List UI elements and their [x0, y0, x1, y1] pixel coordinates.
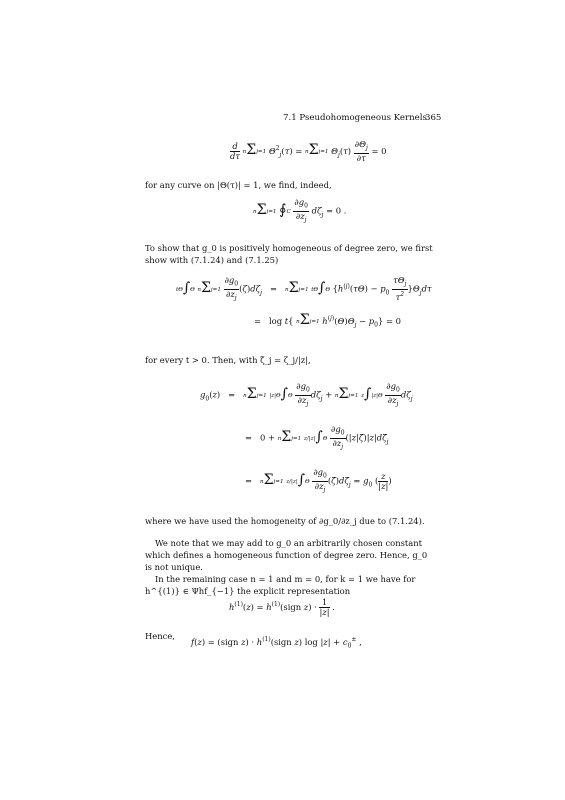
equation-5: $h^{(1)}(z)$ = $h^{(1)}(sign$ z) · $\frac{1}{|z|}$ . [229, 597, 335, 617]
equation-3b: = log t{ nΣj=1 $h^{(j)}(\Theta)\Theta_j - p_0\} = 0$ [254, 311, 401, 329]
paragraph-3: for every t > 0. Then, with ζ̃_j = ζ_j/|z|, [145, 355, 311, 365]
equation-6: f(z) = (sign $z) \cdot h^{(1)}(sign$ z) $\log |z| + c_0^\pm$ , [191, 636, 362, 650]
page-number: 365 [425, 113, 442, 123]
section-title: 7.1 Pseudohomogeneous Kernels [283, 113, 427, 123]
paragraph-2: To show that g_0 is positively homogeneous of degree zero, we first show with (7.1.24) and (7.1.25) [145, 243, 433, 265]
equation-3a: tΘ∫Θ nΣj=1 $\frac{\partial g_0}{\partial z_j}$ $(\zeta)d\zeta_j = n\Sigma j=1$ tΘ∫Θ {$h^{(j)}(\tau\Theta) - p_0$ $\frac{\tau\Theta_j}{\tau^2}$ }$\Theta_jd\tau$ [176, 275, 432, 302]
equation-4a: $g_0(z) = n\Sigma j=1$ |z|Θ∫Θ $\frac{\partial g_0}{\partial z_j}$ $d\zeta_j + n\Sigma j=1$ z∫|z|Θ $\frac{\partial g_0}{\partial z_j}$ $d\zeta_j$ [200, 381, 413, 408]
paragraph-5: We note that we may add to g_0 an arbitrarily chosen constant which defines a homogeneous function of degree zero. Hence, g_0 is not unique. [145, 538, 428, 572]
paragraph-1: for any curve on |Θ(τ)| = 1, we find, indeed, [145, 180, 332, 190]
equation-4c: = nΣj=1 z/|z|∫Θ $\frac{\partial g_0}{\partial z_j}$ $(\zetã)d\zetã_j = g_0$ ( $\frac{z}{|z|}$ ) [245, 467, 392, 494]
paragraph-7: Hence, [145, 631, 175, 641]
paragraph-6: In the remaining case n = 1 and m = 0, for k = 1 we have for h^{(1)} ∈ Ψhf_{−1} the explicit representation [145, 574, 416, 596]
paragraph-4: where we have used the homogeneity of ∂g_0/∂z_j due to (7.1.24). [145, 516, 425, 526]
equation-4b: = 0 + nΣj=1 z/|z|∫Θ $\frac{\partial g_0}{\partial z_j}$ $(|z|\zetã)|z|d\zetã_j$ [245, 424, 389, 451]
equation-1: $\frac{d}{d\tau}$ nΣj=1 $\Theta^2_j(\tau) = n\Sigma j=1$ $\Theta_j(\tau)$ $\frac{\partial\Theta_j}{\partial\tau}$ = 0 [230, 139, 387, 163]
equation-2: nΣj=1 ∮C $\frac{\partial g_0}{\partial z_j}$ $d\zeta_j = 0$ . [253, 197, 347, 224]
